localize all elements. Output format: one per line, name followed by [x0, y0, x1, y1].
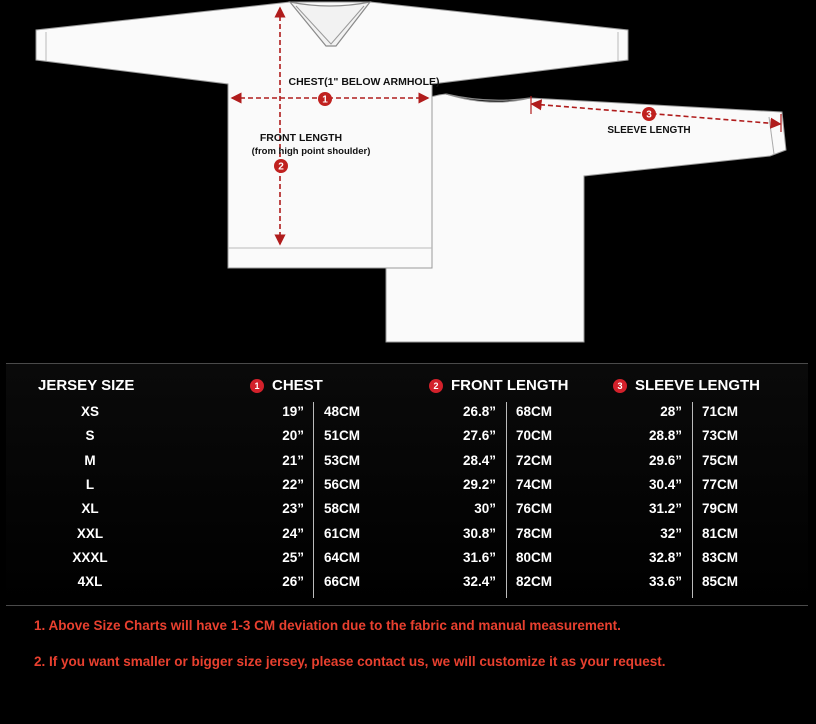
- cell-sleeve-in: 29.6”: [648, 452, 682, 468]
- header-sleeve-length: [613, 377, 760, 394]
- front-length-label: FRONT LENGTH: [259, 132, 343, 144]
- cell-size: XXL: [76, 525, 104, 541]
- header-front-length: [429, 377, 569, 394]
- cell-front-in: 32.4”: [462, 574, 496, 590]
- marker-3: [642, 107, 656, 121]
- cell-sleeve-cm: 71CM: [702, 404, 739, 419]
- divider-sleeve: [692, 402, 693, 598]
- cell-front-in: 29.2”: [462, 476, 496, 492]
- cell-size: XS: [80, 404, 99, 419]
- cell-sleeve-in: 33.6”: [648, 574, 682, 590]
- front-length-sublabel: (from high point shoulder): [251, 146, 371, 157]
- back-jersey: [386, 94, 786, 342]
- divider-front: [506, 402, 507, 598]
- cell-sleeve-cm: 75CM: [702, 452, 739, 468]
- marker-1: [318, 92, 332, 106]
- cell-size: M: [84, 452, 96, 468]
- header-chest: [250, 377, 323, 394]
- cell-chest-in: 22”: [282, 476, 304, 492]
- cell-sleeve-cm: 77CM: [702, 476, 739, 492]
- cell-chest-in: 24”: [282, 525, 304, 541]
- cell-size: S: [85, 428, 95, 444]
- cell-sleeve-in: 32”: [660, 525, 682, 541]
- cell-chest-in: 25”: [282, 549, 304, 565]
- cell-sleeve-cm: 85CM: [702, 574, 739, 590]
- note-1: 1. Above Size Charts will have 1-3 CM deviation due to the fabric and manual measurement.: [34, 618, 621, 633]
- cell-sleeve-cm: 81CM: [702, 525, 739, 541]
- cell-chest-in: 23”: [282, 501, 304, 517]
- header-front-length-label: FRONT LENGTH: [451, 377, 569, 394]
- cell-front-in: 30”: [474, 501, 496, 517]
- header-sleeve-length-label: SLEEVE LENGTH: [635, 377, 761, 394]
- note-2: 2. If you want smaller or bigger size jersey, please contact us, we will customize it as your request.: [34, 654, 666, 669]
- header-chest-label: CHEST: [272, 377, 323, 394]
- badge-1: 1: [250, 379, 264, 393]
- cell-front-cm: 70CM: [516, 428, 553, 444]
- cell-size: L: [85, 476, 95, 492]
- cell-chest-cm: 56CM: [324, 476, 361, 492]
- cell-sleeve-cm: 79CM: [702, 501, 739, 517]
- divider-chest: [313, 402, 314, 598]
- cell-front-cm: 80CM: [516, 549, 553, 565]
- cell-front-cm: 78CM: [516, 525, 553, 541]
- cell-size: 4XL: [77, 574, 103, 590]
- svg-text:2: 2: [278, 161, 284, 173]
- cell-sleeve-in: 28”: [660, 404, 682, 419]
- svg-text:1: 1: [322, 94, 328, 106]
- cell-front-cm: 72CM: [516, 452, 553, 468]
- cell-size: XL: [81, 501, 99, 517]
- cell-sleeve-in: 30.4”: [648, 476, 682, 492]
- cell-chest-in: 19”: [282, 404, 304, 419]
- cell-chest-cm: 61CM: [324, 525, 361, 541]
- cell-front-in: 26.8”: [462, 404, 496, 419]
- cell-front-cm: 74CM: [516, 476, 553, 492]
- cell-chest-cm: 58CM: [324, 501, 361, 517]
- cell-chest-cm: 64CM: [324, 549, 361, 565]
- chest-label: CHEST(1" BELOW ARMHOLE): [288, 76, 440, 88]
- header-jersey-size: JERSEY SIZE: [38, 377, 135, 394]
- cell-front-in: 31.6”: [462, 549, 496, 565]
- cell-sleeve-in: 31.2”: [648, 501, 682, 517]
- cell-chest-cm: 48CM: [324, 404, 361, 419]
- badge-2: 2: [429, 379, 443, 393]
- cell-chest-in: 20”: [282, 428, 304, 444]
- cell-front-in: 27.6”: [462, 428, 496, 444]
- cell-front-in: 30.8”: [462, 525, 496, 541]
- cell-size: XXXL: [72, 549, 108, 565]
- cell-sleeve-in: 32.8”: [648, 549, 682, 565]
- cell-sleeve-cm: 83CM: [702, 549, 739, 565]
- marker-2: [274, 159, 288, 173]
- size-table: [6, 363, 808, 606]
- cell-chest-cm: 53CM: [324, 452, 361, 468]
- cell-chest-cm: 66CM: [324, 574, 361, 590]
- sleeve-length-label: SLEEVE LENGTH: [607, 125, 691, 136]
- cell-front-cm: 76CM: [516, 501, 553, 517]
- cell-chest-cm: 51CM: [324, 428, 361, 444]
- cell-front-cm: 82CM: [516, 574, 553, 590]
- cell-sleeve-cm: 73CM: [702, 428, 739, 444]
- cell-chest-in: 21”: [282, 452, 304, 468]
- cell-front-cm: 68CM: [516, 404, 553, 419]
- badge-3: 3: [613, 379, 627, 393]
- cell-chest-in: 26”: [282, 574, 304, 590]
- cell-front-in: 28.4”: [462, 452, 496, 468]
- cell-sleeve-in: 28.8”: [648, 428, 682, 444]
- svg-text:3: 3: [646, 109, 652, 121]
